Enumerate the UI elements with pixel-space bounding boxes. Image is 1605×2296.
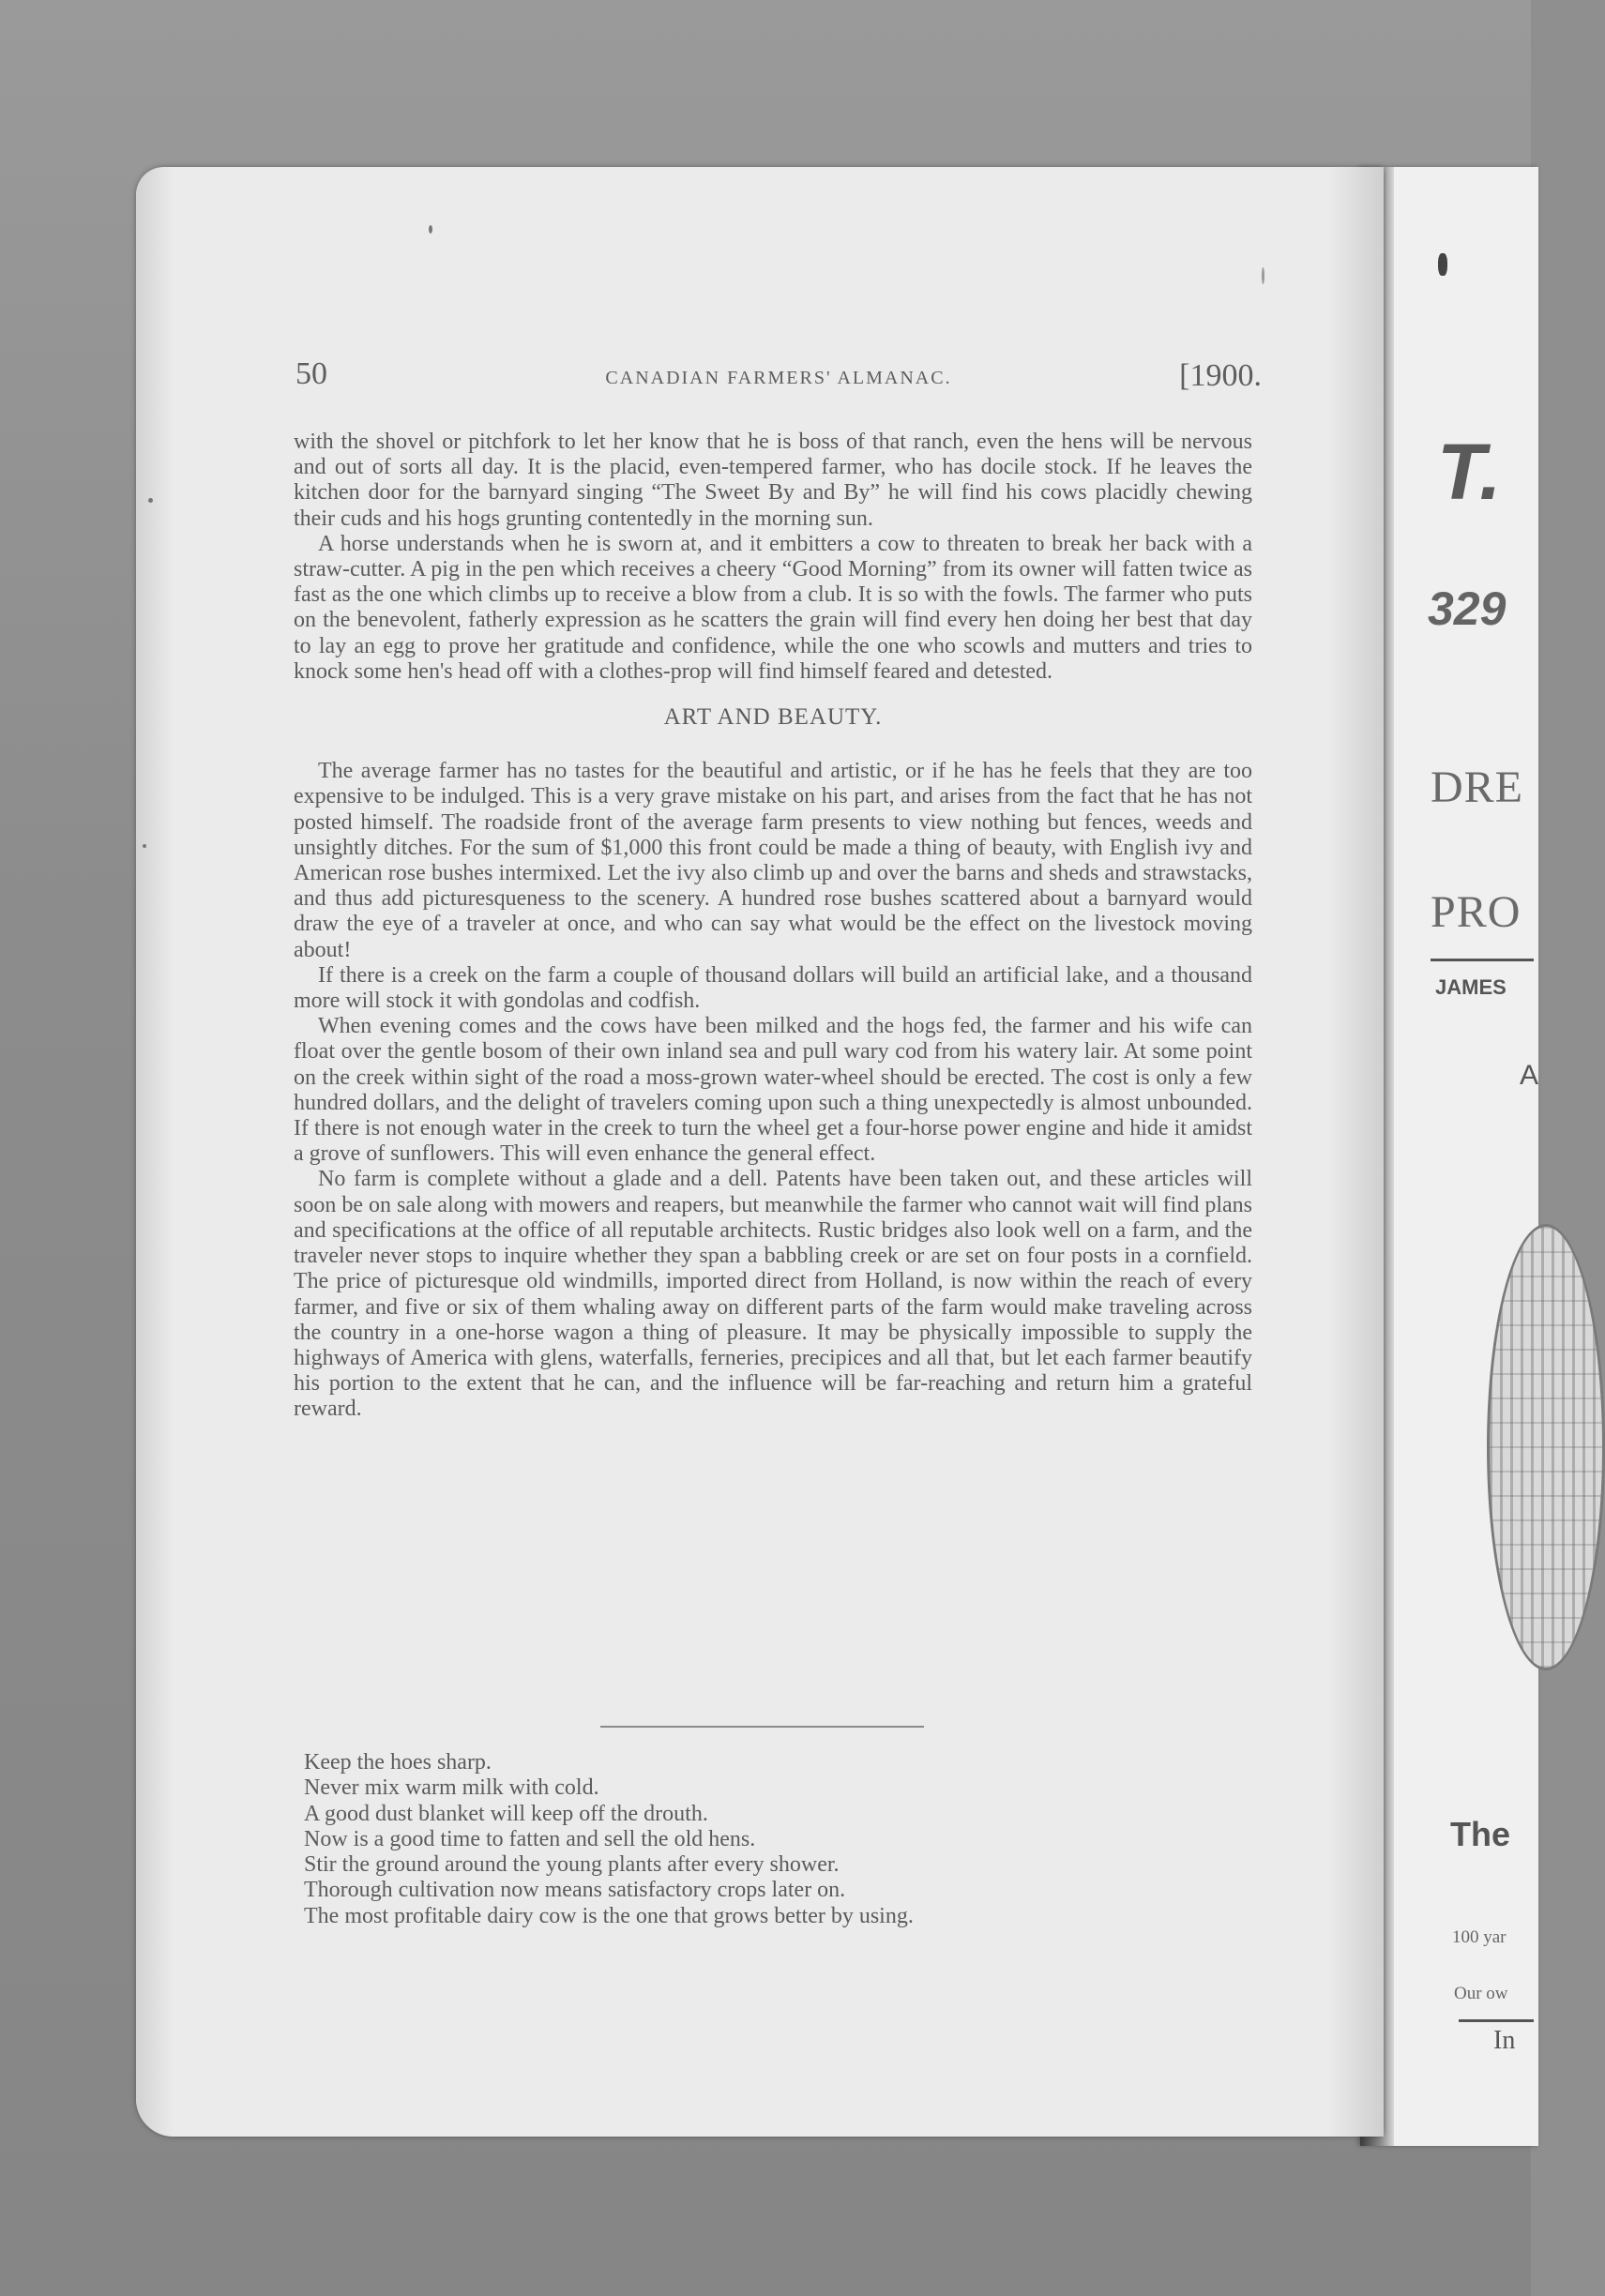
section-separator bbox=[600, 1726, 924, 1728]
facing-page-illustration bbox=[1487, 1224, 1605, 1670]
paper-speck bbox=[148, 498, 153, 503]
page-number: 50 bbox=[295, 356, 327, 391]
paragraph: When evening comes and the cows have been milked and the hogs fed, the farmer and his wife can float over the gentle bosom of their own inland sea and pull wary cod from his watery lair. At some point on the creek within sight of the road a moss-grown water-wheel should be erected. The cost is only a few hundred dollars, and the delight of travelers coming upon such a thing unexpectedly is almost unbounded. If there is not enough water in the creek to turn the wheel get a four-horse power engine and hide it amidst a grove of sunflowers. This will even enhance the general effect. bbox=[294, 1014, 1252, 1167]
running-title: CANADIAN FARMERS' ALMANAC. bbox=[605, 368, 952, 388]
facing-page-rule bbox=[1431, 959, 1534, 961]
facing-page-line-the: The bbox=[1450, 1815, 1511, 1853]
facing-page-line-dre: DRE bbox=[1431, 763, 1523, 812]
tip-line: Never mix warm milk with cold. bbox=[304, 1775, 599, 1801]
farm-tips-list bbox=[304, 1750, 1148, 1929]
paper-speck bbox=[143, 844, 146, 848]
facing-page-line-yards: 100 yar bbox=[1452, 1927, 1507, 1947]
paragraph: No farm is complete without a glade and a dell. Patents have been taken out, and these articles will soon be on sale along with mowers and reapers, but meanwhile the farmer who cannot wait will find plans and specifications at the office of all reputable architects. Rustic bridges also look well on a farm, and the traveler never stops to inquire whether they span a babbling creek or are set on four posts in a cornfield. The price of picturesque old windmills, imported direct from Holland, is now within the reach of every farmer, and five or six of them whaling away on different parts of the farm would make traveling across the country in a one-horse wagon a thing of pleasure. It may be physically impossible to supply the highways of America with glens, waterfalls, ferneries, precipices and all that, but let each farmer beautify his portion to the extent that he can, and the influence will be far-reaching and return him a grateful reward. bbox=[294, 1167, 1252, 1422]
tip-line: The most profitable dairy cow is the one that grows better by using. bbox=[304, 1903, 914, 1928]
facing-page-line-james: JAMES bbox=[1435, 975, 1507, 999]
page-edge-shadow bbox=[136, 167, 174, 2137]
tip-line: A good dust blanket will keep off the drouth. bbox=[304, 1801, 708, 1826]
facing-page-line-our-own: Our ow bbox=[1454, 1984, 1508, 2003]
facing-page-line-pro: PRO bbox=[1431, 887, 1522, 937]
page-gutter-shadow bbox=[1327, 167, 1384, 2137]
section-heading: ART AND BEAUTY. bbox=[663, 704, 883, 731]
paragraph: with the shovel or pitchfork to let her know that he is boss of that ranch, even the hens will be nervous and out of sorts all day. It is the placid, even-tempered farmer, who has docile stock. If he leaves the kitchen door for the barnyard singing “The Sweet By and By” he will find his cows placidly chewing their cuds and his hogs grunting contentedly in the morning sun. bbox=[294, 430, 1252, 531]
paragraph: A horse understands when he is sworn at, and it embitters a cow to threaten to break her back with a straw-cutter. A pig in the pen which receives a cheery “Good Morning” from its owner will fatten twice as fast as the one which climbs up to receive a blow from a club. It is so with the fowls. The farmer who puts on the benevolent, fatherly expression as he scatters the grain will find every hen doing her best that day to lay an egg to prove her gratitude and confidence, while the one who scowls and mutters and tries to knock some hen's head off with a clothes-prop will find himself feared and detested. bbox=[294, 531, 1252, 684]
facing-page-heading: T. bbox=[1437, 428, 1502, 516]
paragraph: If there is a creek on the farm a couple of thousand dollars will build an artificial lake, and a thousand more will stock it with gondolas and codfish. bbox=[294, 962, 1252, 1014]
paragraph: The average farmer has no tastes for the beautiful and artistic, or if he has he feels that they are too expensive to be indulged. This is a very grave mistake on his part, and arises from the fact that he has not posted himself. The roadside front of the average farm presents to view nothing but fences, weeds and unsightly ditches. For the sum of $1,000 this front could be made a thing of beauty, with English ivy and American rose bushes intermixed. Let the ivy also climb up and over the barns and sheds and strawstacks, and thus add picturesqueness to the scenery. A hundred rose bushes scattered about a barnyard would draw the eye of a traveler at once, and who can say what would be the effect on the livestock moving about! bbox=[294, 759, 1252, 962]
tip-line: Thorough cultivation now means satisfactory crops later on. bbox=[304, 1878, 846, 1903]
page-year: [1900. bbox=[1179, 358, 1262, 393]
facing-page-fragment: A bbox=[1520, 1060, 1539, 1091]
facing-page-rule-2 bbox=[1459, 2019, 1534, 2022]
facing-page-line-in: In bbox=[1493, 2026, 1516, 2055]
paper-speck bbox=[1262, 267, 1264, 284]
facing-page-address: 329 bbox=[1428, 582, 1507, 635]
tip-line: Now is a good time to fatten and sell the old hens. bbox=[304, 1826, 756, 1851]
tip-line: Stir the ground around the young plants after every shower. bbox=[304, 1852, 840, 1878]
page-header bbox=[295, 355, 1262, 401]
article-body bbox=[294, 430, 1252, 1423]
paper-speck bbox=[429, 225, 432, 234]
tip-line: Keep the hoes sharp. bbox=[304, 1750, 492, 1775]
ink-mark bbox=[1438, 253, 1447, 276]
